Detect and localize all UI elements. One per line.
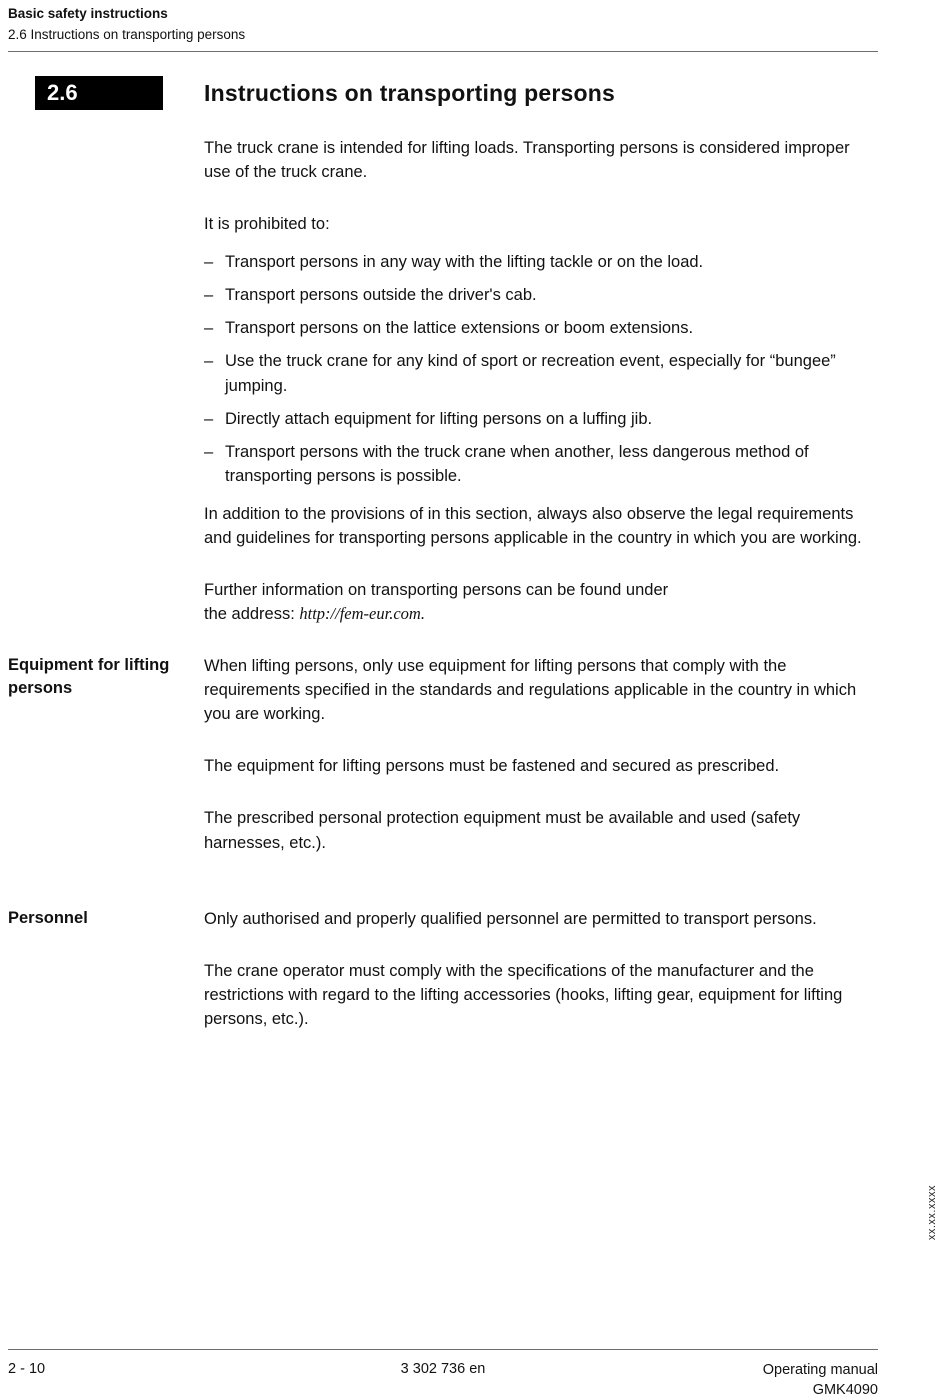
personnel-paragraph: The crane operator must comply with the specifications of the manufacturer and the restrictions with regard to the lifting accessories (hooks, lifting gear, equipment for lifting persons, etc.).	[204, 961, 843, 1028]
crane-model: GMK4090	[812, 1381, 878, 1398]
equipment-paragraph: The equipment for lifting persons must be fastened and secured as prescribed.	[204, 757, 780, 776]
dash-bullet: –	[204, 352, 214, 371]
running-header-section: 2.6 Instructions on transporting persons	[8, 27, 246, 42]
prohibited-list	[204, 250, 878, 488]
section-heading-row	[8, 76, 878, 110]
manual-name: Operating manual	[762, 1362, 878, 1378]
list-item	[204, 349, 878, 397]
further-info-line1: Further information on transporting persons can be found under	[204, 581, 669, 600]
dash-bullet: –	[204, 442, 214, 461]
section-title: Instructions on transporting persons	[204, 79, 616, 106]
margin-label-equipment: Equipment for lifting persons	[8, 656, 170, 698]
margin-label-personnel: Personnel	[8, 908, 88, 927]
page-footer	[8, 1340, 878, 1400]
list-item	[204, 407, 878, 431]
footer-row	[8, 1361, 878, 1400]
personnel-paragraph: Only authorised and properly qualified personnel are permitted to transport persons.	[204, 909, 817, 928]
equipment-paragraph: When lifting persons, only use equipment for lifting persons that comply with the requirements specified in the standards and regulations applicable in the country in which you are working.	[204, 657, 857, 724]
further-info-paragraph	[204, 578, 878, 626]
equipment-paragraph: The prescribed personal protection equipment must be available and used (safety harnesses, etc.).	[204, 809, 801, 852]
personnel-section	[8, 907, 878, 1059]
dash-bullet: –	[204, 409, 214, 428]
footer-rule	[8, 1349, 878, 1350]
section-number-badge	[35, 76, 163, 110]
list-item-text: Transport persons on the lattice extensions or boom extensions.	[225, 319, 694, 338]
dash-bullet: –	[204, 253, 214, 272]
main-text-column	[204, 136, 878, 626]
personnel-paragraphs	[204, 907, 878, 1059]
dash-bullet: –	[204, 319, 214, 338]
list-item-text: Directly attach equipment for lifting persons on a luffing jib.	[225, 409, 653, 428]
prohibited-lead-in: It is prohibited to:	[204, 215, 330, 234]
list-item	[204, 316, 878, 340]
section-number: 2.6	[47, 80, 78, 105]
page-number: 2 - 10	[8, 1361, 46, 1377]
running-header	[8, 6, 878, 52]
list-item-text: Transport persons in any way with the lifting tackle or on the load.	[225, 253, 704, 272]
list-item	[204, 250, 878, 274]
page-body	[8, 76, 878, 1059]
list-item	[204, 283, 878, 307]
edition-note-vertical: xx.xx.xxxx	[926, 1185, 938, 1241]
running-header-chapter: Basic safety instructions	[8, 6, 168, 21]
list-item-text: Transport persons with the truck crane when another, less dangerous method of transporting persons is possible.	[225, 442, 809, 485]
header-rule	[8, 51, 878, 52]
equipment-paragraphs	[204, 654, 878, 882]
manual-identifier	[485, 1361, 878, 1400]
list-item-text: Use the truck crane for any kind of sport or recreation event, especially for “bungee” jumping.	[225, 352, 836, 395]
further-info-line2-prefix: the address:	[204, 605, 300, 624]
equipment-section	[8, 654, 878, 882]
dash-bullet: –	[204, 286, 214, 305]
legal-note-paragraph: In addition to the provisions of in this section, always also observe the legal requirements and guidelines for transporting persons applicable in the country in which you are working.	[204, 504, 862, 547]
list-item-text: Transport persons outside the driver's cab.	[225, 286, 537, 305]
further-info-url: http://fem-eur.com.	[299, 604, 425, 624]
document-number: 3 302 736 en	[400, 1361, 486, 1377]
list-item	[204, 440, 878, 488]
intro-paragraph: The truck crane is intended for lifting loads. Transporting persons is considered improper use of the truck crane.	[204, 139, 850, 182]
